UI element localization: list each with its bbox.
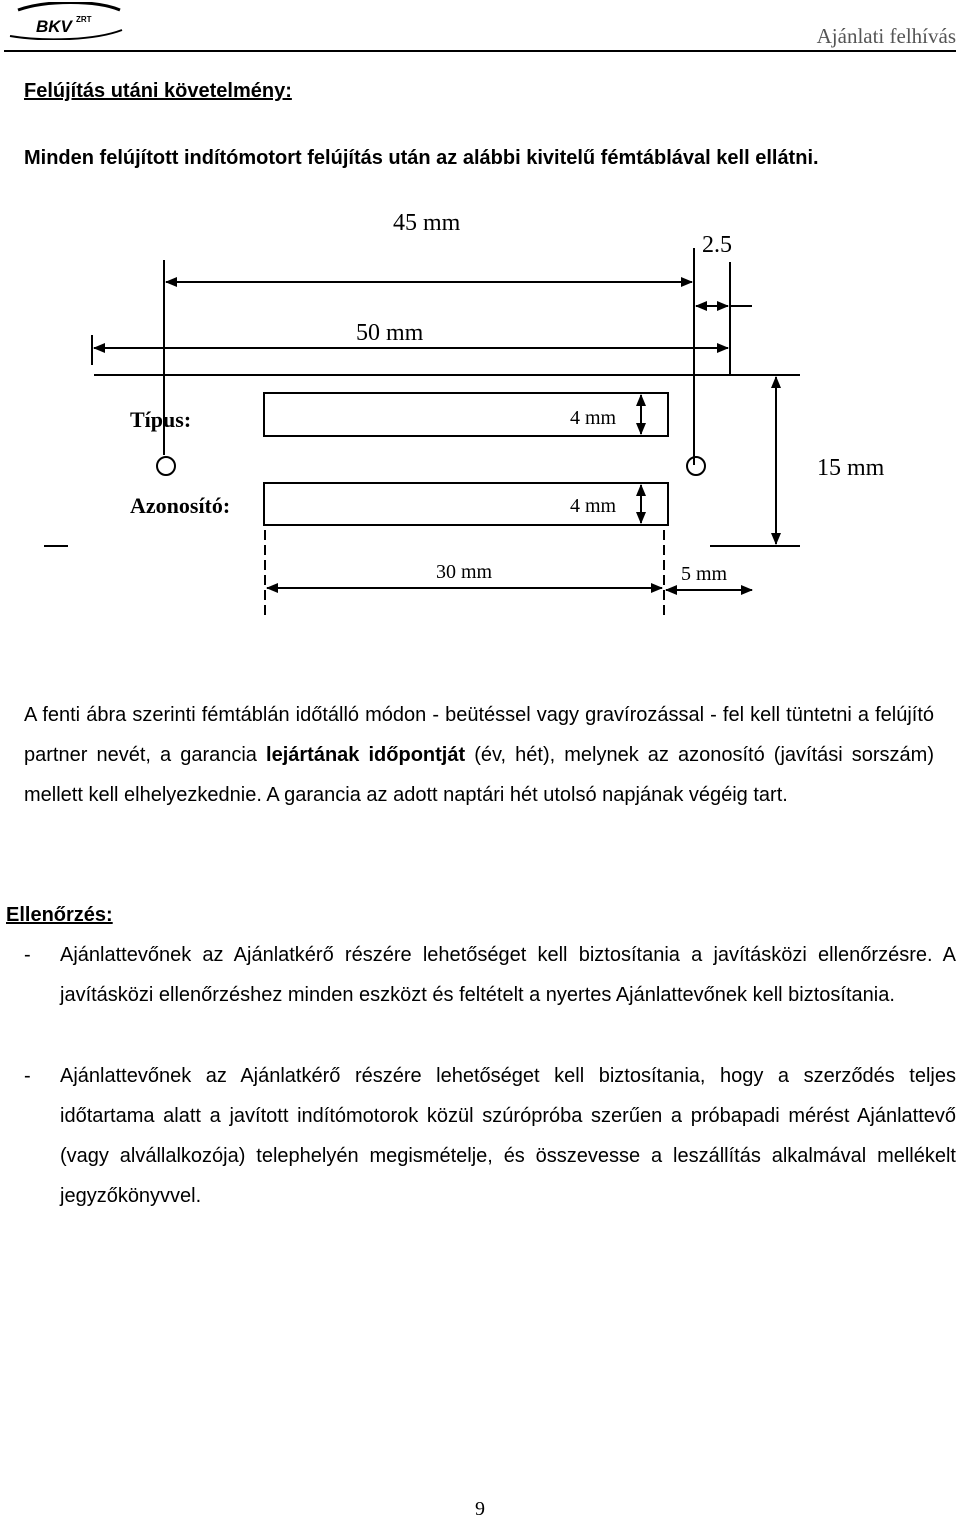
dim-2-5-label: 2.5 bbox=[702, 232, 732, 258]
document-type: Ajánlati felhívás bbox=[816, 24, 956, 48]
list-dash: - bbox=[24, 1065, 31, 1087]
dim-4-top-label: 4 mm bbox=[570, 407, 617, 429]
label-azonosito: Azonosító: bbox=[130, 493, 231, 518]
plate-drawing bbox=[30, 200, 930, 650]
mounting-hole-right bbox=[687, 457, 705, 475]
dim-45-label: 45 mm bbox=[393, 210, 461, 236]
mounting-hole-left bbox=[157, 457, 175, 475]
inspection-heading: Ellenőrzés: bbox=[6, 904, 113, 926]
requirement-heading: Felújítás utáni követelmény: bbox=[24, 80, 292, 102]
header-divider bbox=[4, 50, 956, 52]
dim-5-label: 5 mm bbox=[681, 563, 728, 585]
inspection-item-text: Ajánlattevőnek az Ajánlatkérő részére lehetőséget kell biztosítania, hogy a szerződés teljes időtartama alatt a javított indítómotorok közül szúrópróba szerűen a próbapadi mérést Ajánlattevő (vagy alvállalkozója) telephelyén megismételje, és összevesse a leszállítás alkalmával mellékelt jegyzőkönyvvel. bbox=[60, 1065, 956, 1207]
list-dash: - bbox=[24, 944, 31, 966]
logo-swoosh-top bbox=[18, 3, 120, 11]
bkv-logo bbox=[6, 2, 124, 40]
logo-text: BKV bbox=[36, 17, 72, 36]
paragraph-part2: (év, hét), melynek az azonosító (javítási sorszám) mellett kell elhelyezkednie. A garancia az adott naptári hét utolsó napjának végéig tart. bbox=[24, 744, 934, 806]
dim-30-label: 30 mm bbox=[436, 561, 493, 583]
logo-superscript: ZRT bbox=[76, 15, 92, 24]
page-number: 9 bbox=[475, 1498, 485, 1520]
dim-4-bottom-label: 4 mm bbox=[570, 495, 617, 517]
paragraph-bold: lejártának időpontját bbox=[266, 744, 466, 766]
label-tipus: Típus: bbox=[130, 407, 192, 432]
requirement-instruction: Minden felújított indítómotort felújítás után az alábbi kivitelű fémtáblával kell ellátni. bbox=[24, 147, 819, 169]
dim-50-label: 50 mm bbox=[356, 320, 424, 346]
marking-paragraph bbox=[24, 695, 934, 815]
inspection-item-text: Ajánlattevőnek az Ajánlatkérő részére lehetőséget kell biztosítania a javításközi ellenőrzésre. A javításközi ellenőrzéshez minden eszközt és feltételt a nyertes Ajánlattevőnek kell biztosítania. bbox=[60, 944, 956, 1006]
dim-15-label: 15 mm bbox=[817, 455, 885, 481]
inspection-item-2 bbox=[24, 1056, 956, 1216]
inspection-item-1 bbox=[24, 935, 956, 1015]
paragraph-part1: A fenti ábra szerinti fémtáblán időtálló módon - beütéssel vagy gravírozással - fel kell tüntetni a felújító partner nevét, a garancia bbox=[24, 704, 934, 766]
